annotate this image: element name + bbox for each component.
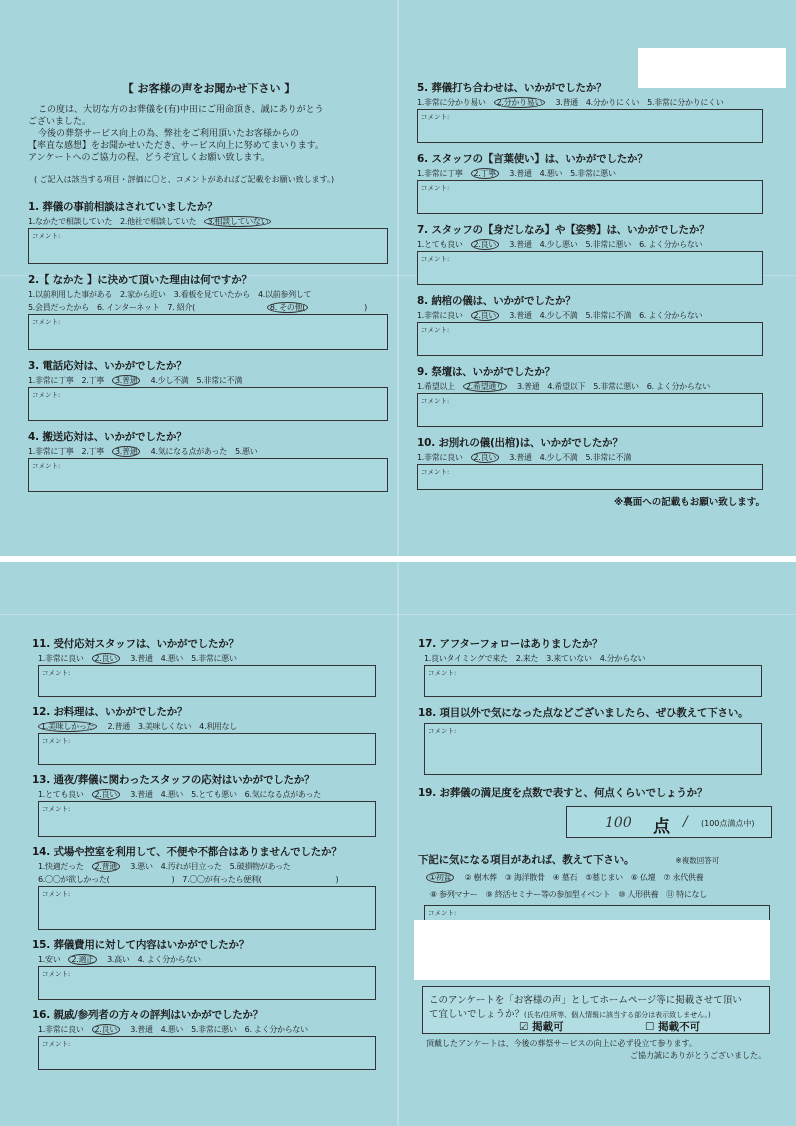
intro-text: この度は、大切な方のお葬儀を(有)中田にご用命頂き、誠にありがとう ございました。 今後の葬祭サービス向上の為、弊社をご利用頂いたお客様からの 【率直な感想】をお聞かせいただき、サービス向上に努めてまいります。 アンケートへのご協力の程、どうぞ宜しくお願い致します。 — [28, 105, 324, 163]
score-max-note: (100点満点中) — [701, 819, 755, 828]
comment-box[interactable]: コメント: — [424, 905, 770, 941]
back-page-note: ※裏面への記載もお願い致します。 — [614, 497, 765, 508]
option[interactable]: 1.なかたで相談していた — [28, 217, 113, 226]
question-9: 9. 祭壇は、いかがでしたか？ 1.希望以上 2.希望通り 3.普通 4.希望以下 5.非常に悪い 6. よく分からない コメント: — [417, 364, 777, 427]
question-17: 17. アフターフォローはありましたか？ 1.良いタイミングで来た 2.来た 3.来ていない 4.分からない コメント: — [418, 636, 778, 697]
comment-box[interactable]: コメント: — [417, 322, 763, 356]
question-10: 10. お別れの儀(出棺)は、いかがでしたか？ 1.非常に良い 2.良い 3.普通 4.少し不満 5.非常に不満 コメント: — [417, 435, 777, 490]
comment-box[interactable]: コメント: — [28, 458, 388, 492]
question-20: 下記に気になる項目があれば、教えて下さい。 ※複数回答可 ①初盆 ② 樹木葬 ③ 海洋散骨 ④ 墓石 ⑤墓じまい ⑥ 仏壇 ⑦ 永代供養 ⑧ 参列マナー ⑨ 終活セミナー等の参加型イベント ⑩ 人形供養 ⑪ 特になし コメント: — [418, 848, 778, 941]
question-13: 13. 通夜/葬儀に関わったスタッフの応対はいかがでしたか？ 1.とても良い 2.良い 3.普通 4.悪い 5.とても悪い 6.気になる点があった コメント: — [32, 772, 382, 837]
comment-box[interactable]: コメント: — [424, 665, 762, 697]
comment-box[interactable]: コメント: — [417, 464, 763, 490]
fold-line — [397, 562, 399, 1126]
option-selected[interactable]: 2.良い — [92, 789, 120, 800]
closing-thanks: ご協力誠にありがとうございました。 — [630, 1051, 766, 1060]
option-selected[interactable]: ①初盆 — [426, 872, 454, 883]
survey-sheet-back — [0, 562, 796, 1126]
option-selected[interactable]: 2.良い — [92, 653, 120, 664]
option-selected[interactable]: 8. その他( — [267, 302, 308, 313]
comment-box[interactable]: コメント: — [417, 251, 763, 285]
comment-box[interactable]: コメント: — [38, 801, 376, 837]
fold-line — [0, 614, 796, 615]
option-selected[interactable]: 2.適正 — [68, 954, 96, 965]
question-7: 7. スタッフの【身だしなみ】や【姿勢】は、いかがでしたか？ 1.とても良い 2.良い 3.普通 4.少し悪い 5.非常に悪い 6. よく分からない コメント: — [417, 222, 777, 285]
question-18: 18. 項目以外で気になった点などございましたら、ぜひ教えて下さい。 コメント: — [418, 705, 778, 775]
option-selected[interactable]: 3.普通 — [112, 375, 140, 386]
question-3: 3. 電話応対は、いかがでしたか？ 1.非常に丁寧 2.丁寧 3.普通 4.少し不満 5.非常に不満 コメント: — [28, 358, 390, 421]
multi-answer-note: ※複数回答可 — [675, 856, 720, 865]
publish-permission-box: このアンケートを「お客様の声」としてホームページ等に掲載させて頂い て宜しいでしょうか？(氏名/住所等、個人情報に該当する部分は表示致しません。) ☑ 掲載可 ☐ 掲載不可 — [422, 986, 770, 1034]
score-box[interactable] — [566, 806, 772, 838]
closing-text: 頂戴したアンケートは、今後の葬祭サービスの向上に必ず役立て参ります。 — [426, 1039, 697, 1048]
question-12: 12. お料理は、いかがでしたか？ 1.美味しかった 2.普通 3.美味しくない 4.利用なし コメント: — [32, 704, 382, 765]
right-column — [417, 80, 777, 508]
question-5: 5. 葬儀打ち合わせは、いかがでしたか？ 1.非常に分かり易い 2.分かり易い 3.普通 4.分かりにくい 5.非常に分かりにくい コメント: — [417, 80, 777, 143]
instruction-note: ( ご記入は該当する項目・評価に〇と、コメントがあればご記載をお願い致します。) — [34, 175, 335, 184]
question-16: 16. 親戚/参列者の方々の評判はいかがでしたか？ 1.非常に良い 2.良い 3.普通 4.悪い 5.非常に悪い 6. よく分からない コメント: — [32, 1007, 382, 1070]
option-selected[interactable]: 2.良い — [471, 452, 499, 463]
comment-box[interactable]: コメント: — [424, 723, 762, 775]
question-14: 14. 式場や控室を利用して、不便や不都合はありませんでしたか？ 1.快適だった 2.普通 3.悪い 4.汚れが目立った 5.破損物があった 6.〇〇が欲しかった( ) 7.〇〇が有ったら便利( ) コメント: — [32, 844, 382, 930]
question-2: 2.【 なかた 】に決めて頂いた理由は何ですか？ 1.以前利用した事がある 2.家から近い 3.看板を見ていたから 4.以前参列して 5.会員だったから 6. インターネット 7. 紹介( 8. その他( ) コメント: — [28, 272, 390, 350]
publish-yes-checkbox[interactable]: ☑ 掲載可 — [519, 1021, 564, 1033]
question-6: 6. スタッフの【言葉使い】は、いかがでしたか？ 1.非常に丁寧 2.丁寧 3.普通 4.悪い 5.非常に悪い コメント: — [417, 151, 777, 214]
option-selected[interactable]: 3.普通 — [112, 446, 140, 457]
left-column — [32, 636, 382, 1070]
left-column — [28, 80, 390, 492]
score-unit: 点 — [653, 817, 670, 837]
option-selected[interactable]: 2.丁寧 — [471, 168, 499, 179]
right-column — [418, 636, 778, 941]
comment-box[interactable]: コメント: — [28, 387, 388, 421]
option-selected[interactable]: 2.良い — [471, 239, 499, 250]
comment-box[interactable]: コメント: — [38, 1036, 376, 1070]
question-11: 11. 受付応対スタッフは、いかがでしたか？ 1.非常に良い 2.良い 3.普通 4.悪い 5.非常に悪い コメント: — [32, 636, 382, 697]
comment-box[interactable]: コメント: — [38, 886, 376, 930]
survey-title: 【 お客様の声をお聞かせ下さい 】 — [122, 82, 296, 95]
question-1: 1. 葬儀の事前相談はされていましたか？ 1.なかたで相談していた 2.他社で相談していた 3.相談していない コメント: — [28, 199, 390, 264]
publish-no-checkbox[interactable]: ☐ 掲載不可 — [645, 1021, 701, 1033]
score-slash: / — [683, 814, 688, 830]
survey-sheet-front — [0, 0, 796, 556]
option-selected[interactable]: 2.普通 — [92, 861, 120, 872]
comment-box[interactable]: コメント: — [417, 180, 763, 214]
fold-line — [397, 0, 399, 556]
option-selected[interactable]: 3.相談していない — [204, 216, 271, 227]
option-selected[interactable]: 2.良い — [92, 1024, 120, 1035]
question-15: 15. 葬儀費用に対して内容はいかがでしたか？ 1.安い 2.適正 3.高い 4. よく分からない コメント: — [32, 937, 382, 1000]
option-selected[interactable]: 2.良い — [471, 310, 499, 321]
question-19: 19. お葬儀の満足度を点数で表すと、何点くらいでしょうか？ 100 点 / (100点満点中) — [418, 785, 778, 840]
comment-box[interactable]: コメント: — [38, 733, 376, 765]
redacted-area — [414, 920, 770, 980]
comment-box[interactable]: コメント: — [28, 314, 388, 350]
comment-box[interactable]: コメント: — [417, 109, 763, 143]
question-8: 8. 納棺の儀は、いかがでしたか？ 1.非常に良い 2.良い 3.普通 4.少し不満 5.非常に不満 6. よく分からない コメント: — [417, 293, 777, 356]
option-selected[interactable]: 2.分かり易い — [494, 97, 546, 108]
comment-box[interactable]: コメント: — [38, 966, 376, 1000]
question-4: 4. 搬送応対は、いかがでしたか？ 1.非常に丁寧 2.丁寧 3.普通 4.気になる点があった 5.悪い コメント: — [28, 429, 390, 492]
score-value: 100 — [605, 815, 632, 831]
option-selected[interactable]: 1.美味しかった — [38, 721, 97, 732]
comment-box[interactable]: コメント: — [38, 665, 376, 697]
option[interactable]: 2.他社で相談していた — [120, 217, 197, 226]
options — [28, 216, 390, 227]
option-selected[interactable]: 2.希望通り — [463, 381, 507, 392]
comment-box[interactable]: コメント: — [417, 393, 763, 427]
comment-box[interactable]: コメント: — [28, 228, 388, 264]
